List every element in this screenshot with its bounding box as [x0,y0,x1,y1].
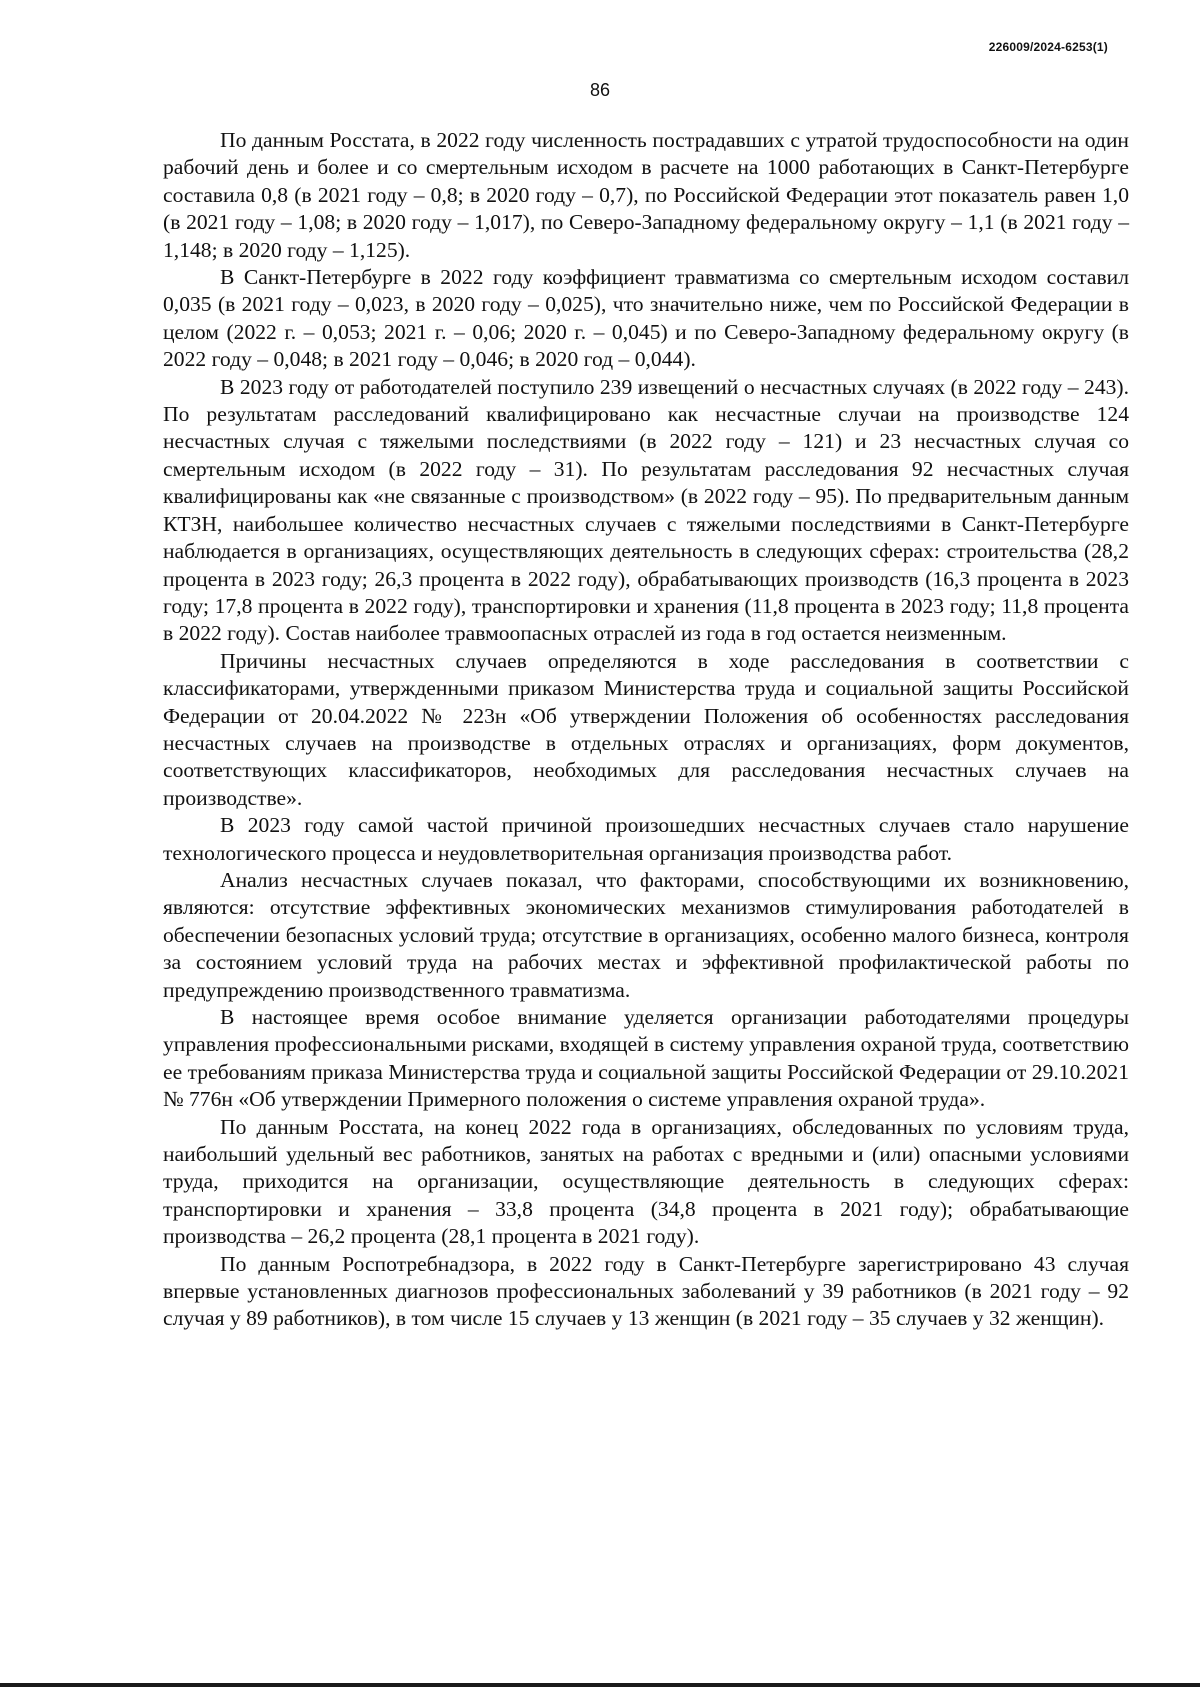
paragraph-most-frequent-cause: В 2023 году самой частой причиной произошедших несчастных случаев стало нарушение технологического процесса и неудовлетворительная организация производства работ. [163,813,1129,865]
paragraph-hazardous-conditions: По данным Росстата, на конец 2022 года в организациях, обследованных по условиям труда, наибольший удельный вес работников, занятых на работах с вредными и (или) опасными условиями труда, приходится на организации, осуществляющие деятельность в следующих сферах: транспортировки и хранения – 33,8 процента (34,8 процента в 2021 году); обрабатывающие производства – 26,2 процента (28,1 процента в 2021 году). [163,1114,1129,1249]
document-registration-number: 226009/2024-6253(1) [988,40,1108,54]
paragraph-contributing-factors: Анализ несчастных случаев показал, что факторами, способствующими их возникновению, являются: отсутствие эффективных экономических механизмов стимулирования работодателей в обеспечении безопасных условий труда; отсутствие в организациях, особенно малого бизнеса, контроля за состоянием условий труда на рабочих местах и эффективной профилактической работы по предупреждению производственного травматизма. [163,867,1129,1002]
paragraph-occupational-diseases: По данным Роспотребнадзора, в 2022 году в Санкт-Петербурге зарегистрировано 43 случая впервые установленных диагнозов профессиональных заболеваний у 39 работников (в 2021 году – 92 случая у 89 работников), в том числе 15 случаев у 13 женщин (в 2021 году – 35 случаев у 32 женщин). [163,1251,1129,1331]
paragraph-accident-reports-2023: В 2023 году от работодателей поступило 239 извещений о несчастных случаях (в 2022 году – 243). По результатам расследований квалифицировано как несчастные случаи на производстве 124 несчастных случая с тяжелыми последствиями (в 2022 году – 121) и 23 несчастных случая со смертельным исходом (в 2022 году – 31). По результатам расследования 92 несчастных случая квалифицированы как «не связанные с производством» (в 2022 году – 95). По предварительным данным КТЗН, наибольшее количество несчастных случаев с тяжелыми последствиями в Санкт-Петербурге наблюдается в организациях, осуществляющих деятельность в следующих сферах: строительства (28,2 процента в 2023 году; 26,3 процента в 2022 году), обрабатывающих производств (16,3 процента в 2023 году; 17,8 процента в 2022 году), транспортировки и хранения (11,8 процента в 2023 году; 11,8 процента в 2022 году). Состав наиболее травмоопасных отраслей из года в год остается неизменным. [163,374,1129,646]
paragraph-accident-causes-classification: Причины несчастных случаев определяются в ходе расследования в соответствии с классификаторами, утвержденными приказом Министерства труда и социальной защиты Российской Федерации от 20.04.2022 № 223н «Об утверждении Положения об особенностях расследования несчастных случаев на производстве в отдельных отраслях и организациях, форм документов, соответствующих классификаторов, необходимых для расследования несчастных случаев на производстве». [163,648,1129,810]
paragraph-fatal-injury-coefficient: В Санкт-Петербурге в 2022 году коэффициент травматизма со смертельным исходом составил 0,035 (в 2021 году – 0,023, в 2020 году – 0,025), что значительно ниже, чем по Российской Федерации в целом (2022 г. – 0,053; 2021 г. – 0,06; 2020 г. – 0,045) и по Северо-Западному федеральному округу (в 2022 году – 0,048; в 2021 году – 0,046; в 2020 год – 0,044). [163,265,1129,372]
paragraph-injury-rate: По данным Росстата, в 2022 году численность пострадавших с утратой трудоспособности на один рабочий день и более и со смертельным исходом в расчете на 1000 работающих в Санкт-Петербурге составила 0,8 (в 2021 году – 0,8; в 2020 году – 0,7), по Российской Федерации этот показатель равен 1,0 (в 2021 году – 1,08; в 2020 году – 1,017), по Северо-Западному федеральному округу – 1,1 (в 2021 году – 1,148; в 2020 году – 1,125). [163,128,1129,262]
page-number: 86 [589,80,611,100]
paragraph-risk-management: В настоящее время особое внимание уделяется организации работодателями процедуры управления профессиональными рисками, входящей в систему управления охраной труда, соответствию ее требованиям приказа Министерства труда и социальной защиты Российской Федерации от 29.10.2021 № 776н «Об утверждении Примерного положения о системе управления охраной труда». [163,1005,1130,1112]
scan-bottom-edge-line [0,1683,1200,1687]
document-body [163,127,1129,1333]
